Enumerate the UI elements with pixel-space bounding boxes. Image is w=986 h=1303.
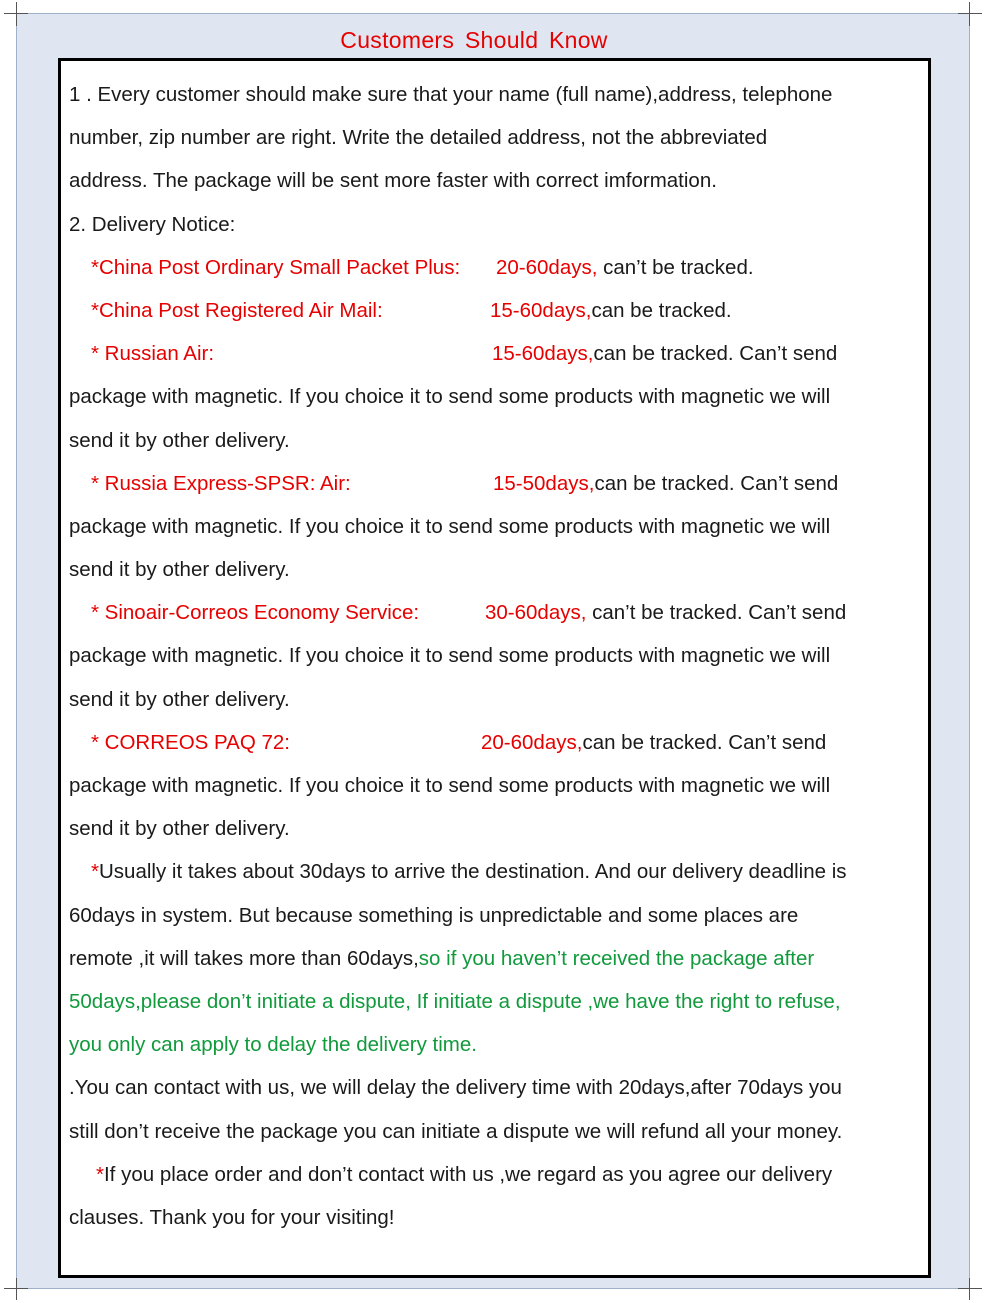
corner-mark-top-right-h <box>958 13 982 14</box>
shipping-method: * CORREOS PAQ 72: <box>91 730 290 754</box>
contact-line2: still don’t receive the package you can initiate a dispute we will refund all your money. <box>69 1119 843 1143</box>
shipping-days: 20-60days, <box>481 730 583 754</box>
shipping-note: can’t be tracked. <box>597 255 754 279</box>
corner-mark-bottom-right-h <box>958 1288 982 1289</box>
shipping-row-russian-air <box>69 332 920 375</box>
shipping-method: * Russia Express-SPSR: Air: <box>91 471 351 495</box>
closing-star: * <box>96 1162 104 1186</box>
shipping-days: 30-60days, <box>485 601 587 625</box>
usually-line1 <box>69 850 920 893</box>
usually-line1-text: Usually it takes about 30days to arrive the destination. And our delivery deadline is <box>98 860 847 884</box>
closing-line1-text: If you place order and don’t contact with us ,we regard as you agree our delivery <box>103 1162 833 1186</box>
shipping-note: can be tracked. <box>591 298 732 322</box>
magnetic-note-line1: package with magnetic. If you choice it to send some products with magnetic we will <box>69 644 831 668</box>
corner-mark-bottom-left-v <box>16 1278 17 1300</box>
shipping-row-sinoair-correos <box>69 591 920 634</box>
usually-line3-green: so if you haven’t received the package after <box>418 946 815 970</box>
shipping-note: can be tracked. Can’t send <box>594 471 839 495</box>
notice-content-box <box>58 58 931 1278</box>
magnetic-note-line2: send it by other delivery. <box>69 687 290 711</box>
shipping-row-china-post-registered <box>69 289 920 332</box>
usually-line3 <box>69 937 920 980</box>
magnetic-note-line2: send it by other delivery. <box>69 428 290 452</box>
magnetic-note-line2: send it by other delivery. <box>69 558 290 582</box>
corner-mark-top-left-v <box>16 2 17 26</box>
shipping-row-correos-paq72 <box>69 721 920 764</box>
shipping-row-russia-express <box>69 462 920 505</box>
shipping-note: can be tracked. Can’t send <box>593 342 838 366</box>
magnetic-note-line1: package with magnetic. If you choice it to send some products with magnetic we will <box>69 774 831 797</box>
corner-mark-top-right-v <box>969 2 970 26</box>
usually-line3-black: remote ,it will takes more than 60days, <box>69 946 419 970</box>
shipping-method: *China Post Ordinary Small Packet Plus: <box>91 255 461 279</box>
shipping-days: 20-60days, <box>496 255 598 279</box>
closing-line1 <box>69 1153 920 1196</box>
contact-line1: .You can contact with us, we will delay the delivery time with 20days,after 70days you <box>69 1076 842 1100</box>
shipping-method: * Sinoair-Correos Economy Service: <box>91 601 420 625</box>
shipping-days: 15-60days, <box>490 298 592 322</box>
section1-line2: number, zip number are right. Write the detailed address, not the abbreviated <box>69 126 768 150</box>
magnetic-note-line2: send it by other delivery. <box>69 817 290 841</box>
usually-line4: 50days,please don’t initiate a dispute, If initiate a dispute ,we have the right to refuse, <box>69 989 841 1013</box>
magnetic-note-line1: package with magnetic. If you choice it to send some products with magnetic we will <box>69 385 831 409</box>
section1-line1: 1 . Every customer should make sure that your name (full name),address, telephone <box>69 83 833 106</box>
section1-line3: address. The package will be sent more faster with correct imformation. <box>69 169 717 193</box>
usually-star: * <box>91 860 99 884</box>
shipping-days: 15-60days, <box>492 342 594 366</box>
usually-line5: you only can apply to delay the delivery time. <box>69 1033 477 1057</box>
shipping-days: 15-50days, <box>493 471 595 495</box>
shipping-note: can’t be tracked. Can’t send <box>586 601 847 625</box>
shipping-row-china-post-ordinary <box>69 246 920 289</box>
magnetic-note-line1: package with magnetic. If you choice it to send some products with magnetic we will <box>69 514 831 538</box>
delivery-notice-heading: 2. Delivery Notice: <box>69 212 236 236</box>
page-title: Customers Should Know <box>340 27 608 53</box>
corner-mark-bottom-right-v <box>969 1278 970 1300</box>
closing-line2: clauses. Thank you for your visiting! <box>69 1205 395 1229</box>
usually-line2: 60days in system. But because something is unpredictable and some places are <box>69 903 799 927</box>
shipping-method: * Russian Air: <box>91 342 215 366</box>
shipping-note: can be tracked. Can’t send <box>582 730 827 754</box>
shipping-method: *China Post Registered Air Mail: <box>91 298 383 322</box>
